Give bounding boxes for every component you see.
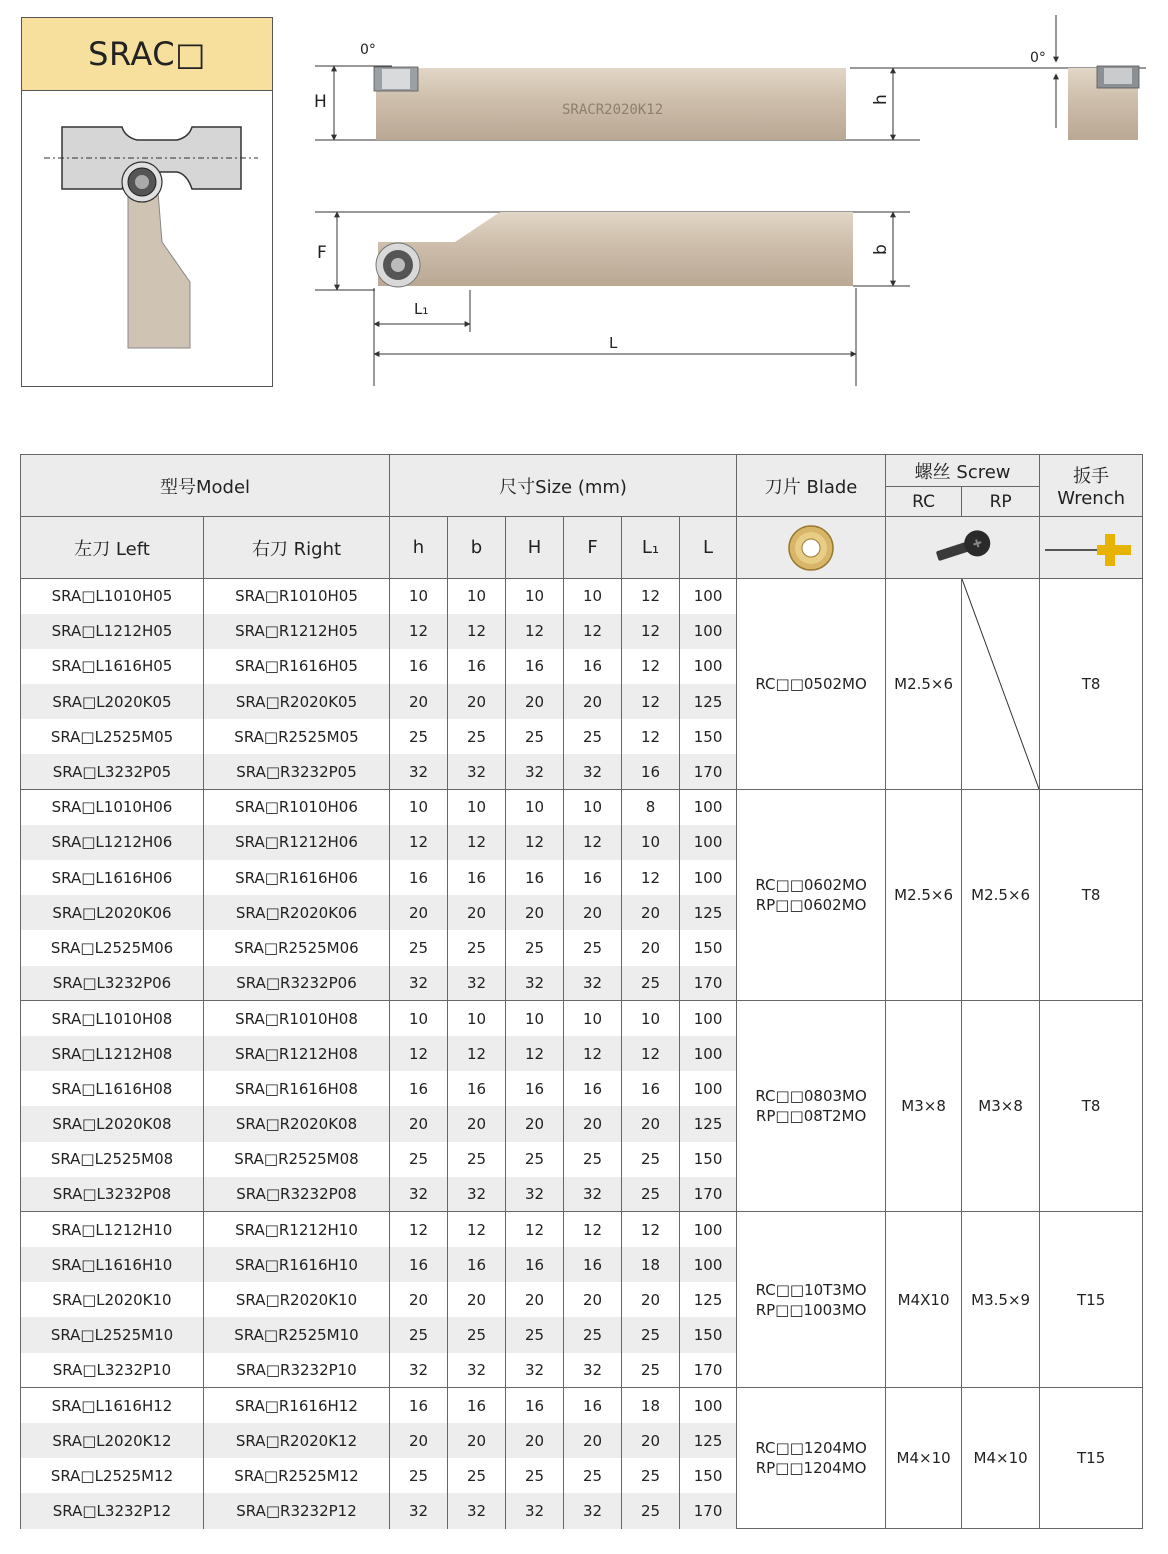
size-cell: 20 [564,895,622,930]
size-cell: 16 [390,1388,448,1423]
size-cell: 25 [506,1142,564,1177]
size-cell: 25 [564,1317,622,1352]
model-right: SRA□R2525M10 [204,1317,390,1352]
size-cell: 25 [622,966,680,1001]
size-cell: 10 [506,1001,564,1036]
size-cell: 25 [622,1142,680,1177]
size-cell: 10 [390,790,448,825]
size-cell: 12 [564,825,622,860]
blade-cell [737,1001,886,1212]
dim-H-label: H [314,92,327,112]
model-right: SRA□R3232P10 [204,1353,390,1388]
size-cell: 100 [680,649,737,684]
size-cell: 18 [622,1388,680,1423]
blade-cell [737,1212,886,1388]
size-cell: 16 [390,649,448,684]
size-cell: 20 [622,895,680,930]
header-col-H: H [506,517,564,579]
size-cell: 25 [390,930,448,965]
size-cell: 12 [506,825,564,860]
size-cell: 25 [448,1317,506,1352]
not-applicable-slash [962,579,1039,789]
model-left: SRA□L2525M12 [21,1458,204,1493]
model-right: SRA□R2020K10 [204,1282,390,1317]
model-left: SRA□L1010H08 [21,1001,204,1036]
size-cell: 20 [622,930,680,965]
size-cell: 32 [390,1493,448,1528]
size-cell: 32 [506,1353,564,1388]
header-screw-rc: RC [886,487,962,517]
model-right: SRA□R2020K08 [204,1106,390,1141]
model-right: SRA□R1010H06 [204,790,390,825]
model-right: SRA□R2525M08 [204,1142,390,1177]
top-view-illustration [22,92,272,387]
size-cell: 125 [680,1423,737,1458]
size-cell: 20 [622,1282,680,1317]
size-cell: 25 [390,719,448,754]
dim-L-label: L [609,334,618,352]
model-right: SRA□R1212H05 [204,614,390,649]
size-cell: 10 [622,1001,680,1036]
screw-rc-cell: M4×10 [886,1388,962,1529]
model-right: SRA□R2020K05 [204,684,390,719]
size-cell: 150 [680,1142,737,1177]
size-cell: 10 [622,825,680,860]
size-cell: 32 [448,754,506,789]
size-cell: 12 [622,1036,680,1071]
holder-top-view [378,212,853,286]
blade-code: RP□□08T2MO [755,1107,867,1126]
model-left: SRA□L3232P08 [21,1177,204,1212]
screw-rp-cell: M4×10 [962,1388,1040,1529]
size-cell: 16 [448,860,506,895]
wrench-cell: T8 [1040,1001,1143,1212]
size-cell: 32 [390,1177,448,1212]
size-cell: 25 [506,930,564,965]
size-cell: 16 [448,649,506,684]
size-cell: 16 [564,649,622,684]
size-cell: 25 [564,930,622,965]
model-left: SRA□L2020K08 [21,1106,204,1141]
header-screw-rp: RP [962,487,1040,517]
model-right: SRA□R3232P08 [204,1177,390,1212]
header-screw: 螺丝 Screw [886,455,1040,487]
product-title: SRAC□ [22,18,272,91]
model-left: SRA□L2020K05 [21,684,204,719]
model-right: SRA□R3232P12 [204,1493,390,1528]
model-right: SRA□R1616H08 [204,1071,390,1106]
model-right: SRA□R2020K12 [204,1423,390,1458]
blade-code: RP□□1003MO [755,1300,867,1319]
size-cell: 12 [564,1212,622,1247]
size-cell: 25 [622,1493,680,1528]
model-right: SRA□R1212H06 [204,825,390,860]
blade-code: RP□□0602MO [755,896,867,915]
screw-rc-cell: M4X10 [886,1212,962,1388]
size-cell: 12 [506,1036,564,1071]
header-col-F: F [564,517,622,579]
size-cell: 16 [390,860,448,895]
header-col-L1: L₁ [622,517,680,579]
size-cell: 25 [564,719,622,754]
size-cell: 20 [564,684,622,719]
size-cell: 10 [506,790,564,825]
header-model: 型号Model [21,455,390,517]
size-cell: 12 [390,825,448,860]
table-row [21,1388,1143,1423]
size-cell: 16 [448,1071,506,1106]
dim-F-label: F [317,243,327,263]
size-cell: 10 [564,790,622,825]
angle-label-right: 0° [1030,50,1046,66]
size-cell: 20 [622,1106,680,1141]
holder-engraving: SRACR2020K12 [562,102,664,118]
model-right: SRA□R1212H08 [204,1036,390,1071]
size-cell: 100 [680,1212,737,1247]
size-cell: 25 [564,1142,622,1177]
size-cell: 32 [448,1493,506,1528]
size-cell: 20 [390,1282,448,1317]
size-cell: 12 [622,1212,680,1247]
size-cell: 20 [448,1423,506,1458]
size-cell: 32 [448,1177,506,1212]
size-cell: 12 [622,649,680,684]
wrench-icon [1040,517,1143,579]
size-cell: 12 [448,1212,506,1247]
size-cell: 25 [622,1177,680,1212]
size-cell: 12 [506,614,564,649]
size-cell: 170 [680,966,737,1001]
model-right: SRA□R1212H10 [204,1212,390,1247]
size-cell: 16 [448,1388,506,1423]
size-cell: 25 [564,1458,622,1493]
model-left: SRA□L2020K06 [21,895,204,930]
size-cell: 10 [390,1001,448,1036]
size-cell: 25 [390,1317,448,1352]
size-cell: 12 [622,614,680,649]
model-left: SRA□L2525M05 [21,719,204,754]
size-cell: 20 [390,684,448,719]
size-cell: 20 [506,684,564,719]
size-cell: 32 [564,1353,622,1388]
model-left: SRA□L2525M06 [21,930,204,965]
screw-rp-cell: M3×8 [962,1001,1040,1212]
size-cell: 32 [390,1353,448,1388]
size-cell: 32 [390,754,448,789]
header-col-h: h [390,517,448,579]
header-left: 左刀 Left [21,517,204,579]
size-cell: 100 [680,825,737,860]
dim-L1-label: L₁ [414,300,429,318]
size-cell: 25 [622,1353,680,1388]
model-left: SRA□L1616H06 [21,860,204,895]
size-cell: 12 [390,1036,448,1071]
size-cell: 20 [564,1423,622,1458]
size-cell: 32 [448,1353,506,1388]
wrench-cell: T15 [1040,1388,1143,1529]
size-cell: 100 [680,579,737,614]
model-left: SRA□L3232P06 [21,966,204,1001]
size-cell: 25 [622,1458,680,1493]
size-cell: 32 [390,966,448,1001]
model-left: SRA□L1616H10 [21,1247,204,1282]
size-cell: 100 [680,860,737,895]
size-cell: 25 [506,1317,564,1352]
table-row [21,579,1143,614]
header-blade: 刀片 Blade [737,455,886,517]
model-right: SRA□R1010H08 [204,1001,390,1036]
size-cell: 125 [680,1282,737,1317]
model-right: SRA□R1010H05 [204,579,390,614]
size-cell: 25 [390,1458,448,1493]
wrench-cell: T15 [1040,1212,1143,1388]
size-cell: 20 [506,895,564,930]
size-cell: 10 [448,790,506,825]
size-cell: 25 [448,1458,506,1493]
model-left: SRA□L3232P05 [21,754,204,789]
dimension-drawing [300,10,1160,395]
size-cell: 100 [680,1071,737,1106]
size-cell: 12 [564,614,622,649]
size-cell: 16 [622,1071,680,1106]
size-cell: 25 [390,1142,448,1177]
size-cell: 16 [506,1247,564,1282]
size-cell: 12 [622,719,680,754]
size-cell: 100 [680,1247,737,1282]
size-cell: 20 [622,1423,680,1458]
blade-cell [737,790,886,1001]
size-cell: 100 [680,1388,737,1423]
screw-rp-cell: M2.5×6 [962,790,1040,1001]
size-cell: 150 [680,719,737,754]
header-col-L: L [680,517,737,579]
dim-b-label: b [871,244,891,255]
size-cell: 10 [564,1001,622,1036]
size-cell: 16 [564,1388,622,1423]
size-cell: 10 [506,579,564,614]
model-right: SRA□R1616H06 [204,860,390,895]
size-cell: 20 [564,1282,622,1317]
angle-label: 0° [360,42,376,58]
size-cell: 100 [680,1036,737,1071]
wrench-cell: T8 [1040,579,1143,790]
blade-code: RC□□0602MO [755,876,867,895]
size-cell: 32 [506,966,564,1001]
blade-code: RP□□1204MO [755,1459,867,1478]
model-left: SRA□L2525M10 [21,1317,204,1352]
size-cell: 32 [448,966,506,1001]
model-left: SRA□L2020K12 [21,1423,204,1458]
size-cell: 16 [564,1247,622,1282]
size-cell: 16 [390,1071,448,1106]
size-cell: 32 [506,1493,564,1528]
size-cell: 12 [622,579,680,614]
size-cell: 12 [448,825,506,860]
size-cell: 32 [564,1177,622,1212]
wrench-cell: T8 [1040,790,1143,1001]
size-cell: 170 [680,1493,737,1528]
blade-code: RC□□1204MO [755,1439,867,1458]
size-cell: 12 [564,1036,622,1071]
size-cell: 20 [390,1106,448,1141]
screw-rp-not-applicable [962,579,1040,790]
size-cell: 20 [506,1282,564,1317]
model-left: SRA□L1212H10 [21,1212,204,1247]
header-size: 尺寸Size (mm) [390,455,737,517]
size-cell: 100 [680,1001,737,1036]
size-cell: 100 [680,790,737,825]
screw-rc-cell: M2.5×6 [886,579,962,790]
model-right: SRA□R2020K06 [204,895,390,930]
screw-rc-cell: M2.5×6 [886,790,962,1001]
size-cell: 150 [680,1458,737,1493]
model-left: SRA□L3232P10 [21,1353,204,1388]
size-cell: 20 [448,1106,506,1141]
size-cell: 20 [390,1423,448,1458]
size-cell: 16 [506,860,564,895]
header-wrench-en: Wrench [1057,488,1125,509]
model-left: SRA□L2525M08 [21,1142,204,1177]
size-cell: 18 [622,1247,680,1282]
model-left: SRA□L1616H05 [21,649,204,684]
size-cell: 12 [622,684,680,719]
size-cell: 12 [448,1036,506,1071]
size-cell: 16 [506,1071,564,1106]
size-cell: 8 [622,790,680,825]
blade-cell [737,1388,886,1529]
blade-icon [737,517,886,579]
size-cell: 25 [506,719,564,754]
title-box [21,17,273,387]
size-cell: 25 [622,1317,680,1352]
size-cell: 12 [390,614,448,649]
size-cell: 12 [506,1212,564,1247]
model-left: SRA□L3232P12 [21,1493,204,1528]
size-cell: 12 [622,860,680,895]
model-right: SRA□R1616H10 [204,1247,390,1282]
size-cell: 16 [506,1388,564,1423]
table-row [21,1001,1143,1036]
screw-rc-cell: M3×8 [886,1001,962,1212]
size-cell: 25 [506,1458,564,1493]
screw-rp-cell: M3.5×9 [962,1212,1040,1388]
size-cell: 20 [448,1282,506,1317]
size-cell: 32 [564,966,622,1001]
model-right: SRA□R3232P06 [204,966,390,1001]
size-cell: 150 [680,930,737,965]
model-left: SRA□L1010H05 [21,579,204,614]
size-cell: 10 [448,579,506,614]
size-cell: 20 [506,1423,564,1458]
header-wrench-cn: 扳手 [1073,466,1110,487]
table-row [21,1212,1143,1247]
model-left: SRA□L1616H12 [21,1388,204,1423]
blade-code: RC□□0502MO [755,675,867,694]
size-cell: 20 [390,895,448,930]
model-left: SRA□L1616H08 [21,1071,204,1106]
blade-cell [737,579,886,790]
model-right: SRA□R2525M12 [204,1458,390,1493]
blade-code: RC□□0803MO [755,1087,867,1106]
size-cell: 125 [680,684,737,719]
size-cell: 170 [680,754,737,789]
size-cell: 16 [506,649,564,684]
size-cell: 170 [680,1353,737,1388]
size-cell: 32 [564,1493,622,1528]
table-row [21,790,1143,825]
size-cell: 10 [448,1001,506,1036]
header-wrench [1040,455,1143,517]
dim-h-label: h [871,94,891,105]
model-left: SRA□L2020K10 [21,1282,204,1317]
size-cell: 170 [680,1177,737,1212]
size-cell: 100 [680,614,737,649]
size-cell: 12 [390,1212,448,1247]
blade-code: RC□□10T3MO [755,1280,867,1299]
size-cell: 20 [448,684,506,719]
size-cell: 16 [564,1071,622,1106]
size-cell: 16 [390,1247,448,1282]
model-right: SRA□R2525M06 [204,930,390,965]
size-cell: 20 [448,895,506,930]
size-cell: 125 [680,895,737,930]
screw-icon [886,517,1040,579]
size-cell: 10 [564,579,622,614]
model-left: SRA□L1010H06 [21,790,204,825]
size-cell: 16 [622,754,680,789]
size-cell: 16 [564,860,622,895]
model-left: SRA□L1212H08 [21,1036,204,1071]
size-cell: 20 [564,1106,622,1141]
model-right: SRA□R2525M05 [204,719,390,754]
model-right: SRA□R3232P05 [204,754,390,789]
size-cell: 16 [448,1247,506,1282]
header-col-b: b [448,517,506,579]
spec-table [20,454,1143,1529]
size-cell: 32 [506,754,564,789]
size-cell: 25 [448,719,506,754]
size-cell: 32 [506,1177,564,1212]
model-left: SRA□L1212H05 [21,614,204,649]
model-left: SRA□L1212H06 [21,825,204,860]
size-cell: 125 [680,1106,737,1141]
size-cell: 20 [506,1106,564,1141]
size-cell: 150 [680,1317,737,1352]
size-cell: 10 [390,579,448,614]
size-cell: 12 [448,614,506,649]
size-cell: 25 [448,930,506,965]
size-cell: 25 [448,1142,506,1177]
header-right: 右刀 Right [204,517,390,579]
size-cell: 32 [564,754,622,789]
model-right: SRA□R1616H12 [204,1388,390,1423]
model-right: SRA□R1616H05 [204,649,390,684]
